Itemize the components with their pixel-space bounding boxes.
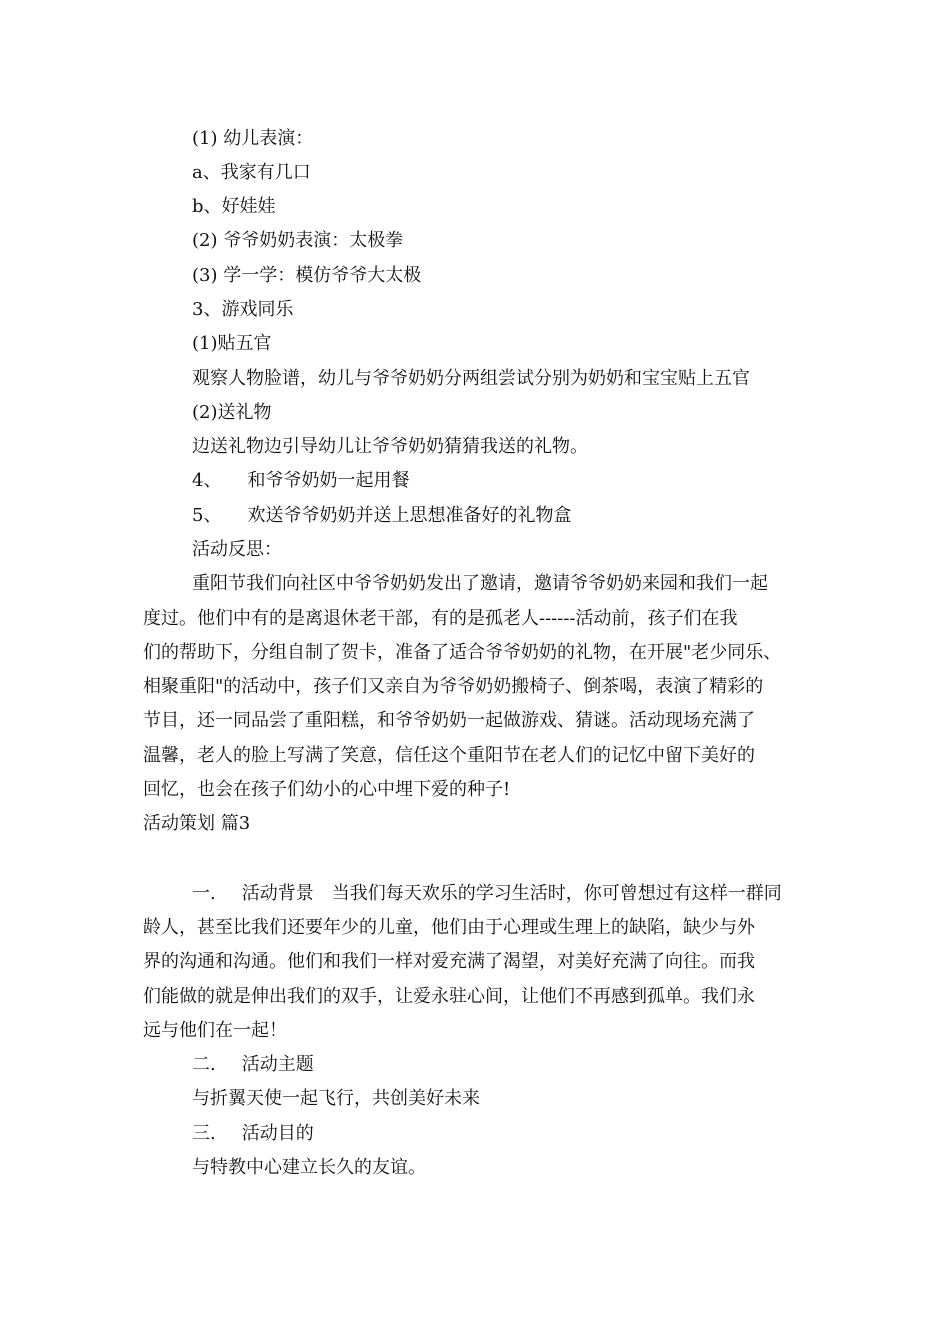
step-4 bbox=[192, 469, 409, 493]
item-good-doll: b、好娃娃 bbox=[192, 196, 276, 217]
reflection-line: 温馨，老人的脸上写满了笑意，信任这个重阳节在老人们的记忆中留下美好的 bbox=[143, 745, 755, 766]
theme-text: 与折翼天使一起飞行，共创美好未来 bbox=[192, 1088, 480, 1109]
step-5 bbox=[192, 504, 571, 528]
reflection-line: 们的帮助下，分组自制了贺卡，准备了适合爷爷奶奶的礼物，在开展"老少同乐、 bbox=[143, 642, 782, 663]
step-5-number: 5、 bbox=[192, 505, 222, 526]
reflection-line: 节目，还一同品尝了重阳糕，和爷爷奶奶一起做游戏、猜谜。活动现场充满了 bbox=[143, 710, 755, 731]
step-5-text: 欢送爷爷奶奶并送上思想准备好的礼物盒 bbox=[247, 505, 572, 526]
theme-heading bbox=[192, 1053, 314, 1077]
theme-title: 活动主题 bbox=[241, 1054, 314, 1075]
background-line: 远与他们在一起！ bbox=[143, 1020, 287, 1041]
background-line: 龄人，甚至比我们还要年少的儿童，他们由于心理或生理上的缺陷，缺少与外 bbox=[143, 917, 755, 938]
background-title: 活动背景 bbox=[241, 883, 314, 904]
background-line: 界的沟通和沟通。他们和我们一样对爱充满了渴望，对美好充满了向往。而我 bbox=[143, 951, 755, 972]
item-send-gifts-desc: 边送礼物边引导幼儿让爷爷奶奶猜猜我送的礼物。 bbox=[192, 436, 588, 457]
item-learn-taichi: (3) 学一学：模仿爷爷大太极 bbox=[192, 265, 422, 286]
reflection-title: 活动反思： bbox=[192, 539, 282, 560]
goal-number: 三. bbox=[192, 1123, 216, 1144]
background-text: 当我们每天欢乐的学习生活时，你可曾想过有这样一群同 bbox=[331, 883, 782, 904]
reflection-line: 回忆，也会在孩子们幼小的心中埋下爱的种子! bbox=[143, 779, 511, 800]
item-child-performance: (1) 幼儿表演： bbox=[192, 128, 314, 149]
item-family-song: a、我家有几口 bbox=[192, 162, 311, 183]
item-paste-features-desc: 观察人物脸谱，幼儿与爷爷奶奶分两组尝试分别为奶奶和宝宝贴上五官 bbox=[192, 368, 750, 389]
background-heading-line bbox=[192, 882, 782, 906]
background-line: 们能做的就是伸出我们的双手，让爱永驻心间，让他们不再感到孤单。我们永 bbox=[143, 986, 755, 1007]
step-4-text: 和爷爷奶奶一起用餐 bbox=[247, 470, 410, 491]
theme-number: 二. bbox=[192, 1054, 216, 1075]
goal-heading bbox=[192, 1122, 314, 1146]
section-heading: 活动策划 篇3 bbox=[143, 813, 251, 834]
reflection-line: 相聚重阳"的活动中，孩子们又亲自为爷爷奶奶搬椅子、倒茶喝，表演了精彩的 bbox=[143, 676, 764, 697]
item-send-gifts: (2)送礼物 bbox=[192, 402, 272, 423]
item-grandparents-taichi: (2) 爷爷奶奶表演：太极拳 bbox=[192, 230, 404, 251]
goal-title: 活动目的 bbox=[241, 1123, 314, 1144]
background-number: 一. bbox=[192, 883, 216, 904]
item-game-section: 3、游戏同乐 bbox=[192, 299, 294, 320]
reflection-line: 度过。他们中有的是离退休老干部，有的是孤老人------活动前，孩子们在我 bbox=[143, 608, 738, 629]
step-4-number: 4、 bbox=[192, 470, 222, 491]
goal-text: 与特教中心建立长久的友谊。 bbox=[192, 1157, 426, 1178]
reflection-line: 重阳节我们向社区中爷爷奶奶发出了邀请，邀请爷爷奶奶来园和我们一起 bbox=[192, 573, 768, 594]
item-paste-features: (1)贴五官 bbox=[192, 333, 272, 354]
